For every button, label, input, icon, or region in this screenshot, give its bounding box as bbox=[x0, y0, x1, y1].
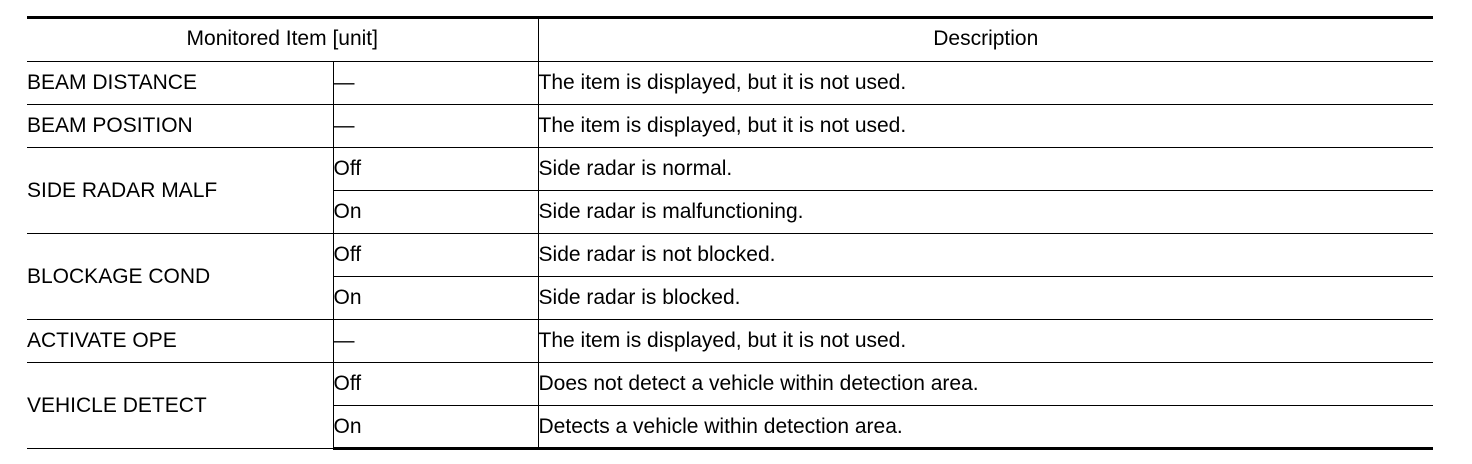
item-value: On bbox=[333, 406, 538, 449]
item-description: Detects a vehicle within detection area. bbox=[538, 406, 1433, 449]
table-row bbox=[27, 234, 1433, 277]
header-monitored-item: Monitored Item [unit] bbox=[27, 18, 538, 62]
item-value: On bbox=[333, 191, 538, 234]
item-name: SIDE RADAR MALF bbox=[27, 148, 333, 234]
table-row bbox=[27, 62, 1433, 105]
table-row bbox=[27, 148, 1433, 191]
monitor-table bbox=[27, 16, 1433, 450]
item-value: Off bbox=[333, 234, 538, 277]
item-name: BEAM POSITION bbox=[27, 105, 333, 148]
item-value: — bbox=[333, 105, 538, 148]
item-description: The item is displayed, but it is not used. bbox=[538, 320, 1433, 363]
item-name: VEHICLE DETECT bbox=[27, 363, 333, 449]
table-row bbox=[27, 320, 1433, 363]
item-name: BEAM DISTANCE bbox=[27, 62, 333, 105]
header-row bbox=[27, 18, 1433, 62]
item-description: The item is displayed, but it is not used. bbox=[538, 62, 1433, 105]
item-name: BLOCKAGE COND bbox=[27, 234, 333, 320]
item-value: Off bbox=[333, 148, 538, 191]
header-description: Description bbox=[538, 18, 1433, 62]
item-value: Off bbox=[333, 363, 538, 406]
item-value: — bbox=[333, 320, 538, 363]
item-name: ACTIVATE OPE bbox=[27, 320, 333, 363]
item-value: — bbox=[333, 62, 538, 105]
table-row bbox=[27, 105, 1433, 148]
item-description: Side radar is not blocked. bbox=[538, 234, 1433, 277]
table-row bbox=[27, 363, 1433, 406]
item-description: The item is displayed, but it is not used. bbox=[538, 105, 1433, 148]
item-description: Side radar is normal. bbox=[538, 148, 1433, 191]
item-description: Side radar is blocked. bbox=[538, 277, 1433, 320]
item-value: On bbox=[333, 277, 538, 320]
item-description: Side radar is malfunctioning. bbox=[538, 191, 1433, 234]
item-description: Does not detect a vehicle within detection area. bbox=[538, 363, 1433, 406]
